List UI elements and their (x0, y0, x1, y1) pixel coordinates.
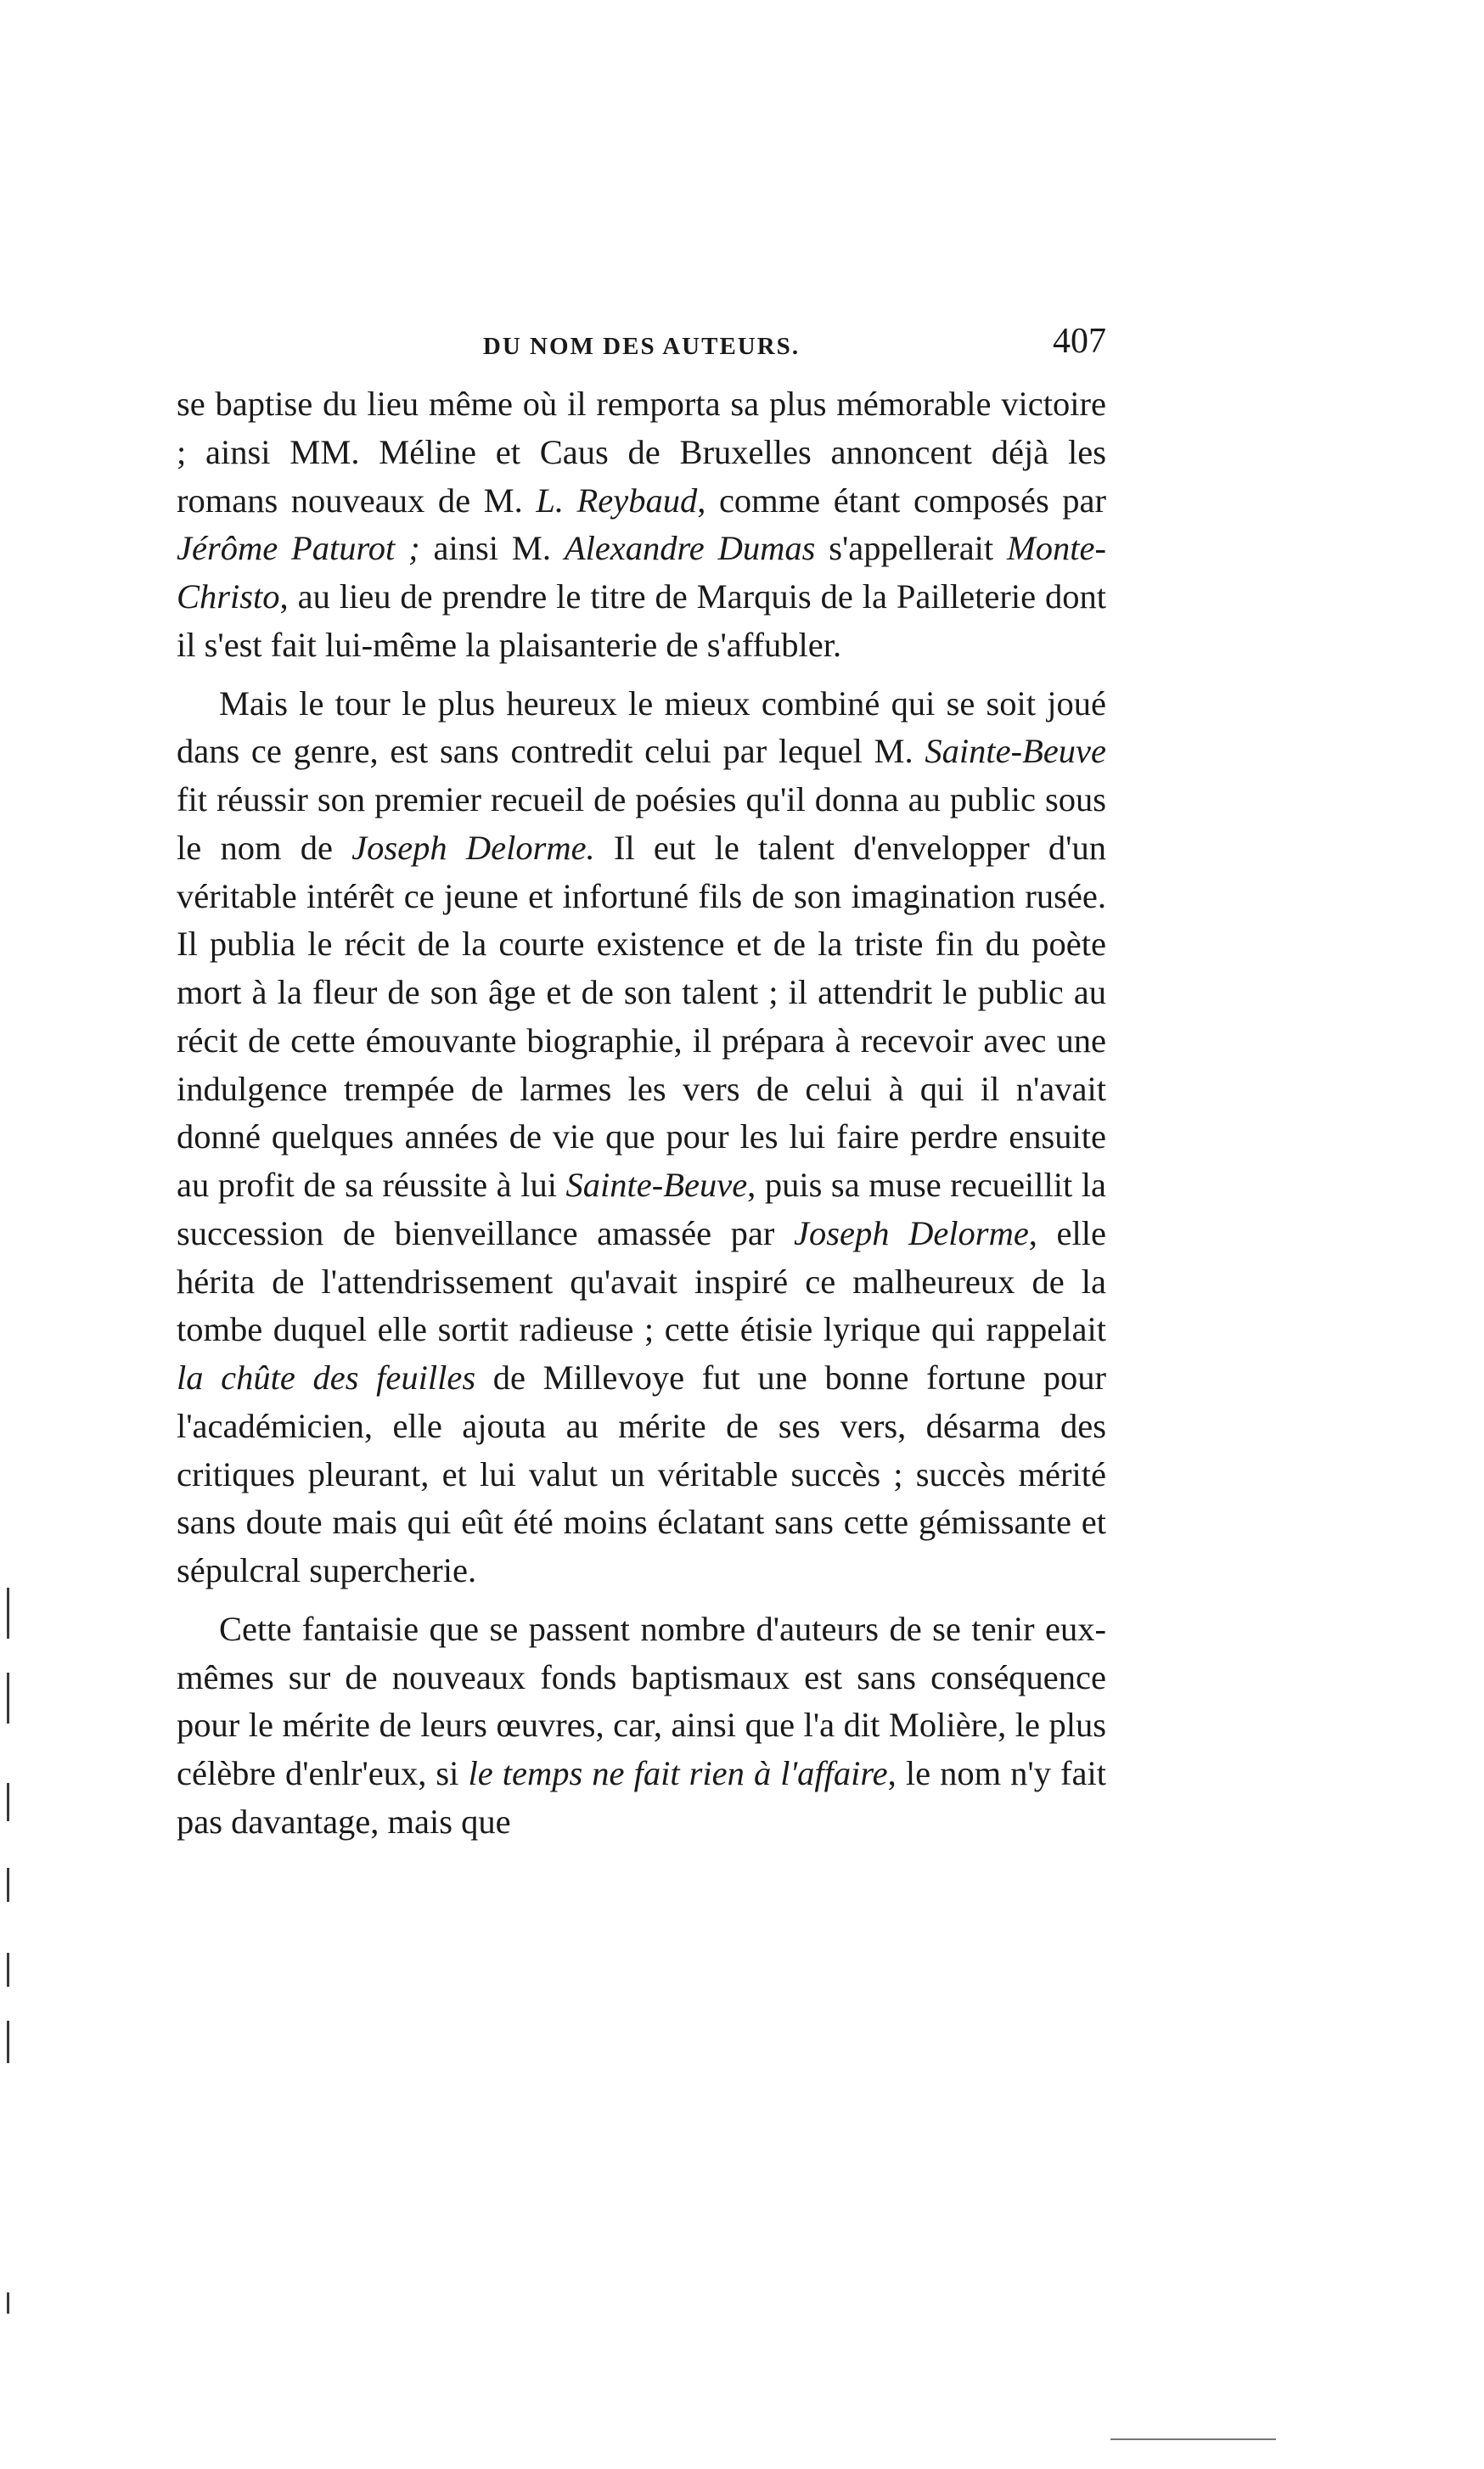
footer-rule (1110, 2438, 1276, 2440)
paragraph-2 (177, 680, 1106, 1595)
text-run: , au lieu de prendre le titre de Marquis de la Pailleterie dont il s'est fait lui-même la plaisanterie de s'affubler. (177, 577, 1106, 664)
text-run: Il eut le talent d'envelopper d'un véritable intérêt ce jeune et infortuné fils de son imagination rusée. Il publia le récit de la courte existence et de la triste fin du poète mort à la fleur de son âge et de son talent ; il attendrit le public au récit de cette émouvante biographie, il prépara à recevoir avec une indulgence trempée de larmes les vers de celui à qui il n'avait donné quelques années de vie que pour les lui faire perdre ensuite au profit de sa réussite à lui (177, 828, 1106, 1204)
italic-text: la chûte des feuilles (177, 1358, 476, 1397)
scan-artifact (7, 2021, 9, 2063)
scan-artifact (7, 1953, 9, 1987)
italic-text: le temps ne fait rien à l'affaire (468, 1754, 888, 1792)
italic-text: Sainte-Beuve (565, 1166, 748, 1204)
italic-text: Alexandre Dumas (564, 529, 816, 568)
paragraph-3 (177, 1606, 1106, 1847)
page-number: 407 (1053, 322, 1106, 361)
text-run: s'appellerait (815, 529, 1008, 568)
italic-text: Jérôme Paturot ; (177, 529, 420, 568)
scan-artifact (7, 2292, 9, 2314)
scan-artifact (7, 1588, 9, 1639)
scan-artifact (7, 1868, 9, 1902)
running-head (177, 321, 1106, 372)
paragraph-1 (177, 380, 1106, 670)
text-run: fit réussir son premier recueil de poésies qu'il donna au public sous le nom de (177, 780, 1106, 867)
scan-artifact (7, 1783, 9, 1821)
text-run: , le nom n'y fait pas davantage, mais que (177, 1754, 1106, 1841)
text-run: Mais le tour le plus heureux le mieux combiné qui se soit joué dans ce genre, est sans contredit celui par lequel M. (177, 683, 1106, 771)
text-run: se baptise du lieu même où il remporta sa plus mémorable victoire ; ainsi MM. Méline et Caus de Bruxelles annoncent déjà les romans nouveaux de M. (177, 385, 1106, 520)
body-text (177, 380, 1106, 1847)
text-run: , puis sa muse recueillit la succession de bienveillance amassée par (177, 1166, 1106, 1252)
italic-text: Joseph Delorme (794, 1213, 1029, 1252)
italic-text: L. Reybaud (536, 481, 698, 520)
running-title: DU NOM DES AUTEURS. (482, 333, 801, 360)
italic-text: Monte-Christo (177, 529, 1106, 616)
italic-text: Joseph Delorme. (351, 828, 595, 867)
text-run: de Millevoye fut une bonne fortune pour l'académicien, elle ajouta au mérite de ses vers, désarma des critiques pleurant, et lui valut un véritable succès ; succès mérité sans doute mais qui eût été moins éclatant sans cette gémissante et sépulcral supercherie. (177, 1358, 1106, 1589)
italic-text: Sainte-Beuve (925, 732, 1106, 771)
text-run: , comme étant composés par (697, 481, 1107, 520)
scan-artifact (7, 1673, 9, 1724)
text-run: ainsi M. (419, 529, 565, 568)
text-run: Cette fantaisie que se passent nombre d'auteurs de se tenir eux-mêmes sur de nouveaux fonds baptismaux est sans conséquence pour le mérite de leurs œuvres, car, ainsi que l'a dit Molière, le plus célèbre d'enlr'eux, si (177, 1609, 1106, 1792)
text-run: , elle hérita de l'attendrissement qu'avait inspiré ce malheureux de la tombe duquel elle sortit radieuse ; cette étisie lyrique qui rappelait (177, 1213, 1106, 1349)
